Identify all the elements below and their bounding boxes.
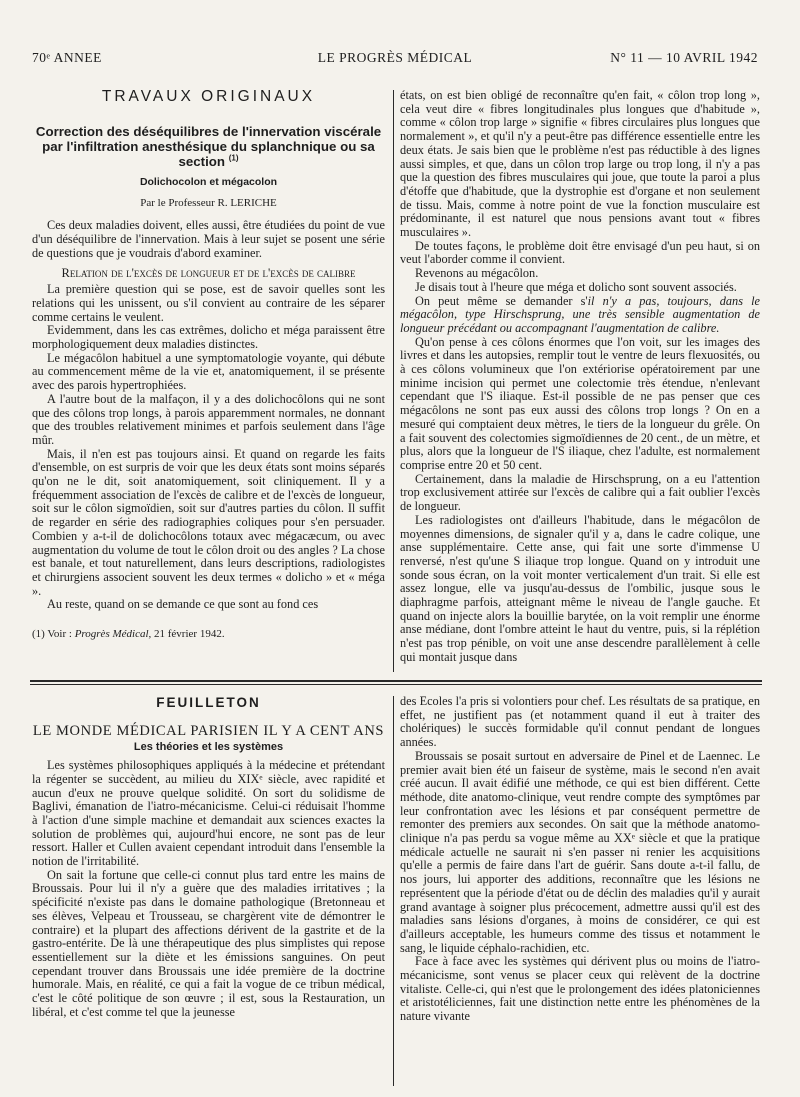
feuilleton-right-column [400, 695, 760, 1087]
journal-title: LE PROGRÈS MÉDICAL [317, 50, 473, 65]
paragraph: Certainement, dans la maladie de Hirschsprung, on a eu l'attention trop exclusivement attirée sur l'excès de calibre qui a fait oublier l'excès de longueur. [400, 471, 760, 514]
article-title [32, 124, 385, 169]
feuilleton-subtitle: Les théories et les systèmes [133, 741, 284, 754]
paragraph: Les radiologistes ont d'ailleurs l'habitude, dans le mégacôlon de moyennes dimensions, de signaler qu'il y a, dans le cadre colique, une anse supplémentaire. Cette anse, qui fait une sorte d'immense U renversé, n'est qu'une S iliaque trop longue. Quand on y introduit une sonde sous écran, on la voit monter verticalement d'un trait. Si elle est assez longue, elle va jusqu'au-dessus de l'ombilic, jusque sous le diaphragme parfois, atteignant même le niveau de l'angle gauche. Et quand on injecte alors la bouillie barytée, on la voit remplir une énorme anse médiane, dont l'ombre atteint le haut du ventre, puis, si la réplétion n'est pas trop pénible, on voit une anse descendre parallèlement à celle qui montait jusque dans [400, 512, 760, 664]
feuilleton-separator [30, 684, 762, 685]
article-author: Par le Professeur R. LERICHE [140, 197, 277, 210]
paragraph: De toutes façons, le problème doit être envisagé d'un peu haut, si on veut l'aborder comme il convient. [400, 238, 760, 267]
paragraph: A l'autre bout de la malfaçon, il y a des dolichocôlons qui ne sont que des côlons trop longs, à parois apparemment normales, ne donnant que des troubles relativement minimes et parfois seulement dans l'âge mûr. [32, 391, 385, 447]
paragraph: Revenons au mégacôlon. [415, 266, 539, 281]
issue-date: N° 11 — 10 AVRIL 1942 [610, 50, 758, 65]
paragraph-emphasis: il n'y a pas, toujours, dans le mégacôlon, type Hirschsprung, une très sensible augmentation de longueur précédant ou accompagnant l'augmentation de calibre. [400, 293, 760, 335]
footnote-marker: (1) [228, 153, 239, 163]
footnote [32, 628, 385, 641]
paragraph [400, 295, 760, 336]
feuilleton-left-column [32, 696, 385, 1086]
running-head [32, 50, 758, 70]
paragraph: Je disais tout à l'heure que méga et dolicho sont souvent associés. [415, 279, 737, 294]
footnote-source: Progrès Médical, [74, 628, 152, 641]
paragraph: états, on est bien obligé de reconnaître qu'en fait, « côlon trop long », cela veut dire « fibres longitudinales plus longues que d'habitude », comme « côlon trop large » signifie « fibres circulaires plus longues que normalement », et qu'il n'y a peut-être pas différence essentielle entre les deux états. Je sais bien que le problème n'est pas réductible à des lignes aussi simples, et que, dans un côlon trop large ou trop long, il n'y a pas que la question des fibres musculaires qui joue, que toute la paroi a plus d'étoffe que d'habitude, que la dystrophie est d'organe et non seulement de tissu. Mais, comme à notre point de vue la fonction musculaire est prédominante, il est naturel que nous pensions avant tout « fibres musculaires ». [400, 89, 760, 240]
feuilleton-heading: LE MONDE MÉDICAL PARISIEN IL Y A CENT ANS [32, 722, 385, 739]
column-divider [393, 90, 394, 672]
section-title: TRAVAUX ORIGINAUX [101, 90, 316, 105]
volume-year: 70ᵉ ANNEE [32, 50, 102, 65]
article-right-column [400, 89, 760, 674]
paragraph: Le mégacôlon habituel a une symptomatologie voyante, qui débute au commencement même de la vie et, anatomiquement, il se présente avec des parois hypertrophiées. [32, 350, 385, 393]
article-subtitle: Dolichocolon et mégacolon [139, 175, 278, 188]
paragraph-text: On peut même se demander s' [415, 293, 588, 308]
footnote-date: 21 février 1942. [154, 628, 225, 641]
article-title-text: Correction des déséquilibres de l'innervation viscérale par l'infiltration anesthésique du splanchnique ou sa section [35, 123, 382, 169]
paragraph: Les systèmes philosophiques appliqués à la médecine et prétendant la régenter se succèdent, au milieu du XIXᵉ siècle, avec rapidité et aucun d'eux ne prouve quelque solidité. On sort du solidisme de Baglivi, émanation de l'iatro-mécanicisme. Celui-ci réduisait l'homme à l'action d'une simple machine et demandait aux sciences exactes la solution de problèmes qui, aujourd'hui encore, ne sont pas de leur ressort. Haller et Cullen avaient cependant introduit dans l'ensemble la notion de l'irritabilité. [32, 758, 385, 869]
feuilleton-separator [30, 680, 762, 682]
article-subheading: Relation de l'excès de longueur et de l'excès de calibre [61, 266, 356, 281]
paragraph: Au reste, quand on se demande ce que sont au fond ces [47, 597, 319, 612]
paragraph: Broussais se posait surtout en adversaire de Pinel et de Laennec. Le premier avait bien été un faiseur de système, mais le second n'en avait créé aucun. Il avait édifié une méthode, ce qui est bien différent. Cette méthode, dite anatomo-clinique, veut rendre compte des symptômes par leur confrontation avec les lésions et par conséquent permettre de remonter des premiers aux secondes. On sait que la méthode anatomo-clinique n'a pas perdu sa vogue même au XXᵉ siècle et que la pratique médicale actuelle ne saurait ni s'en passer ni renier les acquisitions qu'elle a permis de faire dans l'art de guérir. Sans doute a-t-il fallu, de nos jours, lui apporter des additions, reconnaître que les lésions ne représentent que la période d'état ou de déclin des maladies qu'il y aurait grand avantage à soigner plus précocement, admettre aussi qu'il est des maladies sans lésions d'organes, à moins de considérer, ce qui est d'ailleurs acceptable, les humeurs comme des tissus et notamment le sang, le liquide céphalo-rachidien, etc. [400, 748, 760, 955]
footnote-prefix: (1) Voir : [32, 628, 72, 641]
article-left-column [32, 90, 385, 675]
feuilleton-title: FEUILLETON [156, 696, 261, 710]
paragraph: La première question qui se pose, est de savoir quelles sont les relations qui les unissent, ou s'il convient au contraire de les séparer comme certains le veulent. [32, 282, 385, 324]
paragraph: Evidemment, dans les cas extrêmes, dolicho et méga paraissent être morphologiquement deux maladies distinctes. [32, 323, 385, 352]
paragraph: des Ecoles l'a pris si volontiers pour chef. Les résultats de sa pratique, en effet, ne justifient pas (et notamment quand il eut à traiter des cholériques) le succès formidable qu'il connut pendant de longues années. [400, 695, 760, 750]
column-divider [393, 696, 394, 1086]
article-intro: Ces deux maladies doivent, elles aussi, être étudiées du point de vue d'un déséquilibre de l'innervation. Mais à leur sujet se posent une série de questions que je voudrais d'abord examiner. [32, 218, 385, 260]
paragraph: On sait la fortune que celle-ci connut plus tard entre les mains de Broussais. Pour lui il n'y a guère que des maladies irritatives ; la spécificité n'existe pas dans le domaine pathologique (Bretonneau et ses élèves, Velpeau et Trousseau, se chargèrent vite de démontrer le contraire) et la plupart des affections dérivent de la gastrite et de la gastro-entérite. De là une thérapeutique des plus simplistes qui repose essentiellement sur la diète et les émissions sanguines. On peut cependant trouver dans Broussais une idée première de la doctrine humorale. Mais, en réalité, ce qui a fait la vogue de ce tribun médical, c'est le côté politique de son œuvre ; il est, sous la Restauration, un libéral, et c'est comme tel que la jeunesse [32, 867, 385, 1019]
paragraph: Qu'on pense à ces côlons énormes que l'on voit, sur les images des livres et dans les autopsies, remplir tout le ventre de leurs flexuosités, ou à ces côlons volumineux que l'on extériorise opératoirement par une minime incision qui permet une colectomie très étendue, n'enlevant cependant que l'S iliaque. Est-il possible de ne pas penser que ces mégacôlons ne sont pas eux aussi des côlons trop longs ? On en a mesuré qui comptaient deux mètres, le tiers de la longueur du grêle. On a fait souvent des colectomies sigmoïdiennes de 20 cent., de un mètre, et plus, alors que la longueur de l'S iliaque, chez l'adulte, est normalement comprise entre 20 et 50 cent. [400, 334, 760, 472]
paragraph: Mais, il n'en est pas toujours ainsi. Et quand on regarde les faits d'ensemble, on est surpris de voir que les deux états sont moins séparés qu'on ne le dit, soit anatomiquement, soit cliniquement. Il y a fréquemment association de l'excès de calibre et de l'excès de longueur, soit sur le côlon sigmoïdien, soit sur d'autres parties du côlon. Il suffit de regarder en série des radiographies coliques pour s'en persuader. Combien y a-t-il de dolichocôlons totaux avec mégacæcum, ou avec augmentation du volume de tout le côlon droit ou des angles ? La chose est banale, et tout naturellement, dans leurs descriptions, radiologistes et chirurgiens associent souvent les deux termes « dolicho » et « méga ». [32, 446, 385, 598]
paragraph: Face à face avec les systèmes qui dérivent plus ou moins de l'iatro-mécanicisme, sont venus se placer ceux qui relèvent de la doctrine vitaliste. Celle-ci, qui n'est que le prolongement des idées platoniciennes et aristotéliciennes, fait une distinction nette entre les phénomènes de la nature vivante [400, 954, 760, 1024]
